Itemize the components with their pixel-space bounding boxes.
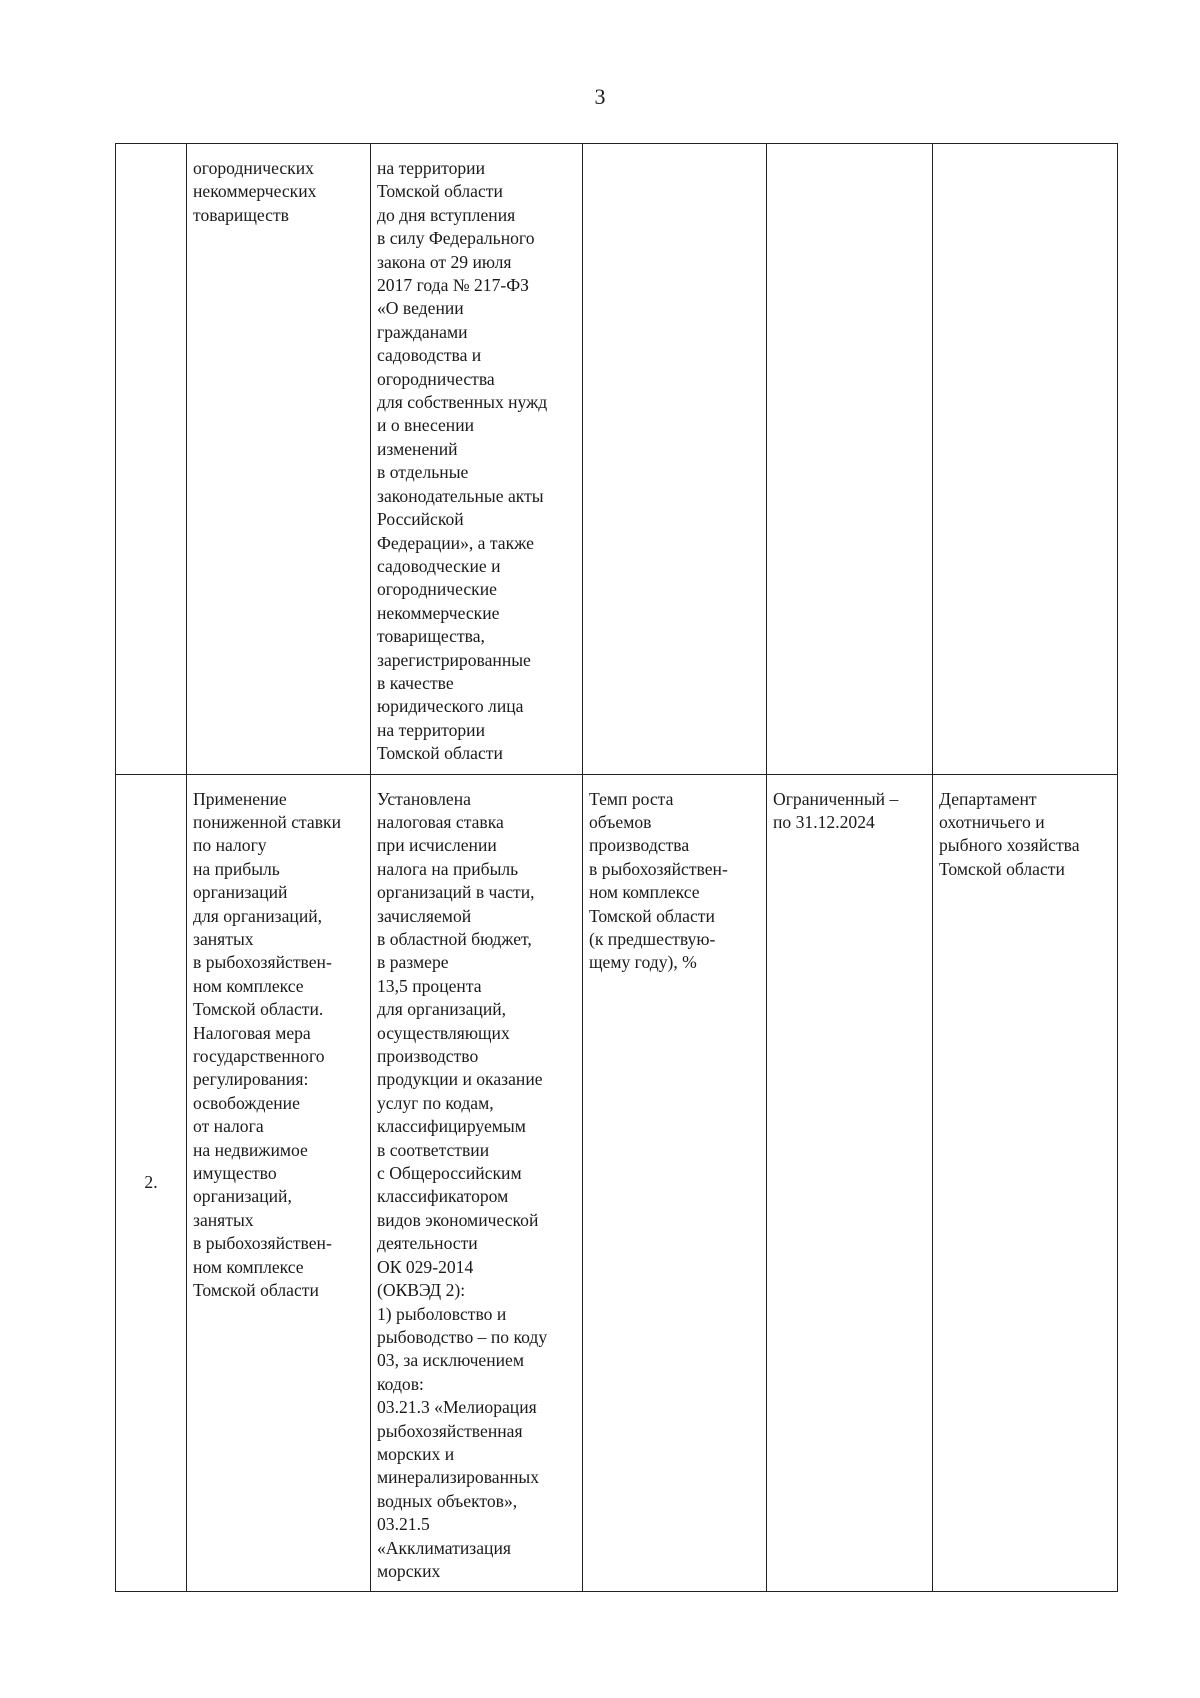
measure-curator [933,144,1118,775]
table-row [116,774,1118,1592]
measure-name: огороднических некоммерческих товариществ [187,144,371,775]
page-number: 3 [594,84,606,109]
measure-description: на территории Томской области до дня вступления в силу Федерального закона от 29 июля 2017 года № 217-ФЗ «О ведении гражданами садоводства и огородничества для собственных нужд и о внесении изменений в отдельные законодательные акты Российской Федерации», а также садоводческие и огороднические некоммерческие товарищества, зарегистрированные в качестве юридического лица на территории Томской области [371,144,583,775]
measure-curator: Департамент охотничьего и рыбного хозяйства Томской области [933,774,1118,1592]
measure-indicator: Темп роста объемов производства в рыбохозяйствен- ном комплексе Томской области (к предшествую- щему году), % [583,774,767,1592]
measure-period [767,144,933,775]
measure-description: Установлена налоговая ставка при исчислении налога на прибыль организаций в части, зачисляемой в областной бюджет, в размере 13,5 процента для организаций, осуществляющих производство продукции и оказание услуг по кодам, классифицируемым в соответствии с Общероссийским классификатором видов экономической деятельности ОК 029-2014 (ОКВЭД 2): 1) рыболовство и рыбоводство – по коду 03, за исключением кодов: 03.21.3 «Мелиорация рыбохозяйственная морских и минерализированных водных объектов», 03.21.5 «Акклиматизация морских [371,774,583,1592]
measure-name: Применение пониженной ставки по налогу на прибыль организаций для организаций, занятых в рыбохозяйствен- ном комплексе Томской области. Налоговая мера государственного регулирования: освобождение от налога на недвижимое имущество организаций, занятых в рыбохозяйствен- ном комплексе Томской области [187,774,371,1592]
tax-measures-table [115,143,1118,1592]
row-number [116,144,187,775]
measure-indicator [583,144,767,775]
measure-period: Ограниченный – по 31.12.2024 [767,774,933,1592]
table-row [116,144,1118,775]
row-number: 2. [116,774,187,1592]
